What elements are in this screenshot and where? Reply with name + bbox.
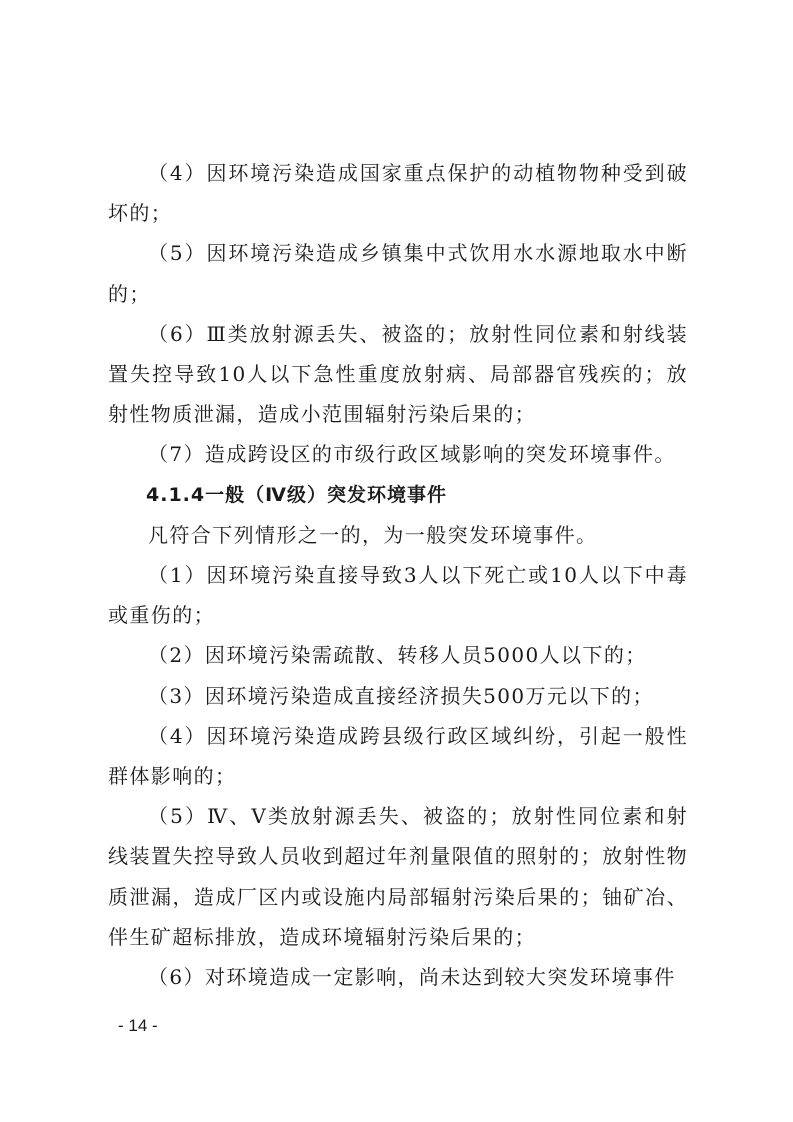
- paragraph-general-5: （5）Ⅳ、Ⅴ类放射源丢失、被盗的；放射性同位素和射线装置失控导致人员收到超过年剂量限值的照射的；放射性物质泄漏，造成厂区内或设施内局部辐射污染后果的；铀矿冶、伴生矿超标排放，造成环境辐射污染后果的；: [108, 804, 688, 949]
- section-intro: 凡符合下列情形之一的，为一般突发环境事件。: [148, 522, 598, 547]
- paragraph-item-7: （7）造成跨设区的市级行政区域影响的突发环境事件。: [148, 442, 676, 467]
- paragraph-item-4: （4）因环境污染造成国家重点保护的动植物物种受到破坏的；: [108, 161, 688, 226]
- paragraph-general-3: （3）因环境污染造成直接经济损失500万元以下的；: [148, 683, 654, 708]
- section-heading: 4.1.4一般（Ⅳ级）突发环境事件: [146, 483, 447, 506]
- paragraph-general-1: （1）因环境污染直接导致3人以下死亡或10人以下中毒或重伤的；: [108, 563, 688, 628]
- paragraph-general-4: （4）因环境污染造成跨县级行政区域纠纷，引起一般性群体影响的；: [108, 723, 688, 789]
- paragraph-item-5: （5）因环境污染造成乡镇集中式饮用水水源地取水中断的；: [108, 241, 688, 306]
- paragraph-general-6: （6）对环境造成一定影响，尚未达到较大突发环境事件: [148, 965, 676, 990]
- paragraph-general-2: （2）因环境污染需疏散、转移人员5000人以下的；: [148, 643, 647, 668]
- paragraph-item-6: （6）Ⅲ类放射源丢失、被盗的；放射性同位素和射线装置失控导致10人以下急性重度放射病、局部器官残疾的；放射性物质泄漏，造成小范围辐射污染后果的；: [108, 321, 688, 427]
- document-body: [108, 153, 688, 997]
- page-number: - 14 -: [118, 1016, 158, 1035]
